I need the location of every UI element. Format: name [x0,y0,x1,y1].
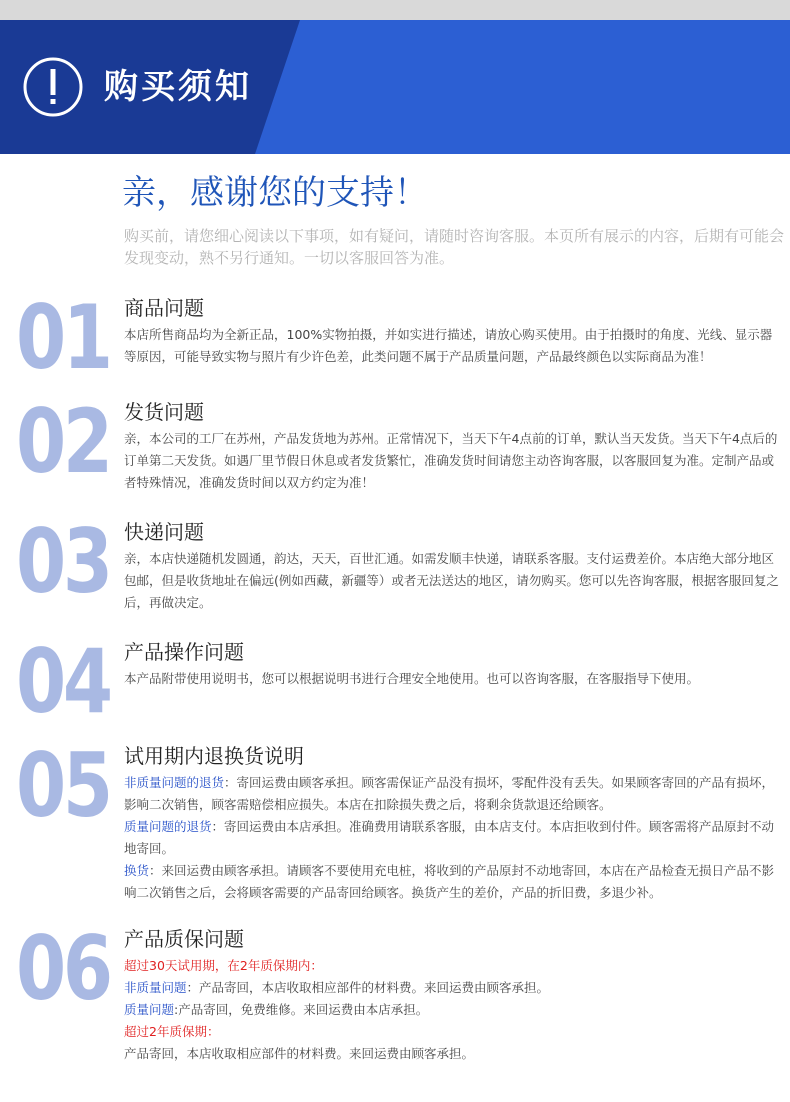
return-item-nonquality [124,772,784,816]
section-body [124,772,784,904]
section-body [124,548,784,614]
section-title: 发货问题 [124,400,204,424]
section-title: 快递问题 [124,520,204,544]
item-text: :产品寄回，免费维修。来回运费由本店承担。 [174,1002,429,1017]
top-strip [0,0,790,20]
section-text: 亲，本公司的工厂在苏州，产品发货地为苏州。正常情况下，当天下午4点前的订单，默认当天发货。当天下午4点后的订单第二天发货。如遇厂里节假日休息或者发货繁忙，准确发货时间请您主动咨询客服，以客服回复为准。定制产品或者特殊情况，准确发货时间以双方约定为准！ [124,431,778,490]
section-text: 本产品附带使用说明书，您可以根据说明书进行合理安全地使用。也可以咨询客服，在客服指导下使用。 [124,671,700,686]
item-text: ：寄回运费由本店承担。准确费用请联系客服，由本店支付。本店拒收到付件。顾客需将产品原封不动地寄回。 [124,819,775,856]
intro-text: 购买前，请您细心阅读以下事项，如有疑问，请随时咨询客服。本页所有展示的内容，后期有可能会发现变动，熟不另行通知。一切以客服回答为准。 [124,227,785,267]
item-label: 质量问题 [124,1002,175,1017]
section-title: 试用期内退换货说明 [124,744,304,768]
item-label: 质量问题的退货 [124,819,212,834]
section-text: 本店所售商品均为全新正品，100%实物拍摄，并如实进行描述，请放心购买使用。由于拍摄时的角度、光线、显示器等原因，可能导致实物与照片有少许色差，此类问题不属于产品质量问题，产品最终颜色以实际商品为准！ [124,327,773,364]
section-title: 产品操作问题 [124,640,244,664]
item-label: 换货 [124,863,150,878]
return-item-quality [124,816,784,860]
banner-title: 购买须知 [104,67,252,107]
section-body [124,955,784,1065]
warranty-nonquality [124,977,784,999]
warranty-quality [124,999,784,1021]
section-number: 03 [16,510,110,613]
item-text: ：寄回运费由顾客承担。顾客需保证产品没有损坏，零配件没有丢失。如果顾客寄回的产品有损坏，影响二次销售，顾客需赔偿相应损失。本店在扣除损失费之后，将剩余货款退还给顾客。 [124,775,775,812]
section-number: 04 [16,630,110,733]
item-text: ：产品寄回，本店收取相应部件的材料费。来回运费由顾客承担。 [186,980,550,995]
item-text: ：来回运费由顾客承担。请顾客不要使用充电桩，将收到的产品原封不动地寄回，本店在产品检查无损日产品不影响二次销售之后，会将顾客需要的产品寄回给顾客。换货产生的差价，产品的折旧费，多退少补。 [124,863,775,900]
item-label: 非质量问题 [124,980,187,995]
section-title: 商品问题 [124,296,204,320]
section-body [124,324,784,368]
section-title: 产品质保问题 [124,927,244,951]
return-item-exchange [124,860,784,904]
warranty-expired-note: 超过2年质保期： [124,1024,220,1039]
section-body [124,428,784,494]
section-number: 01 [16,286,110,389]
warranty-period-note: 超过30天试用期，在2年质保期内： [124,958,323,973]
greeting-heading: 亲，感谢您的支持！ [122,173,428,213]
section-body [124,668,784,690]
header-banner [0,20,790,154]
warranty-expired-text: 产品寄回，本店收取相应部件的材料费。来回运费由顾客承担。 [124,1046,475,1061]
section-text: 亲，本店快递随机发圆通，韵达，天天，百世汇通。如需发顺丰快递，请联系客服。支付运费差价。本店绝大部分地区包邮，但是收货地址在偏远(例如西藏，新疆等）或者无法送达的地区，请勿购买。您可以先咨询客服，根据客服回复之后，再做决定。 [124,551,779,610]
section-number: 05 [16,734,110,837]
section-number: 06 [16,917,110,1020]
exclamation-icon [22,56,84,118]
item-label: 非质量问题的退货 [124,775,225,790]
section-number: 02 [16,390,110,493]
